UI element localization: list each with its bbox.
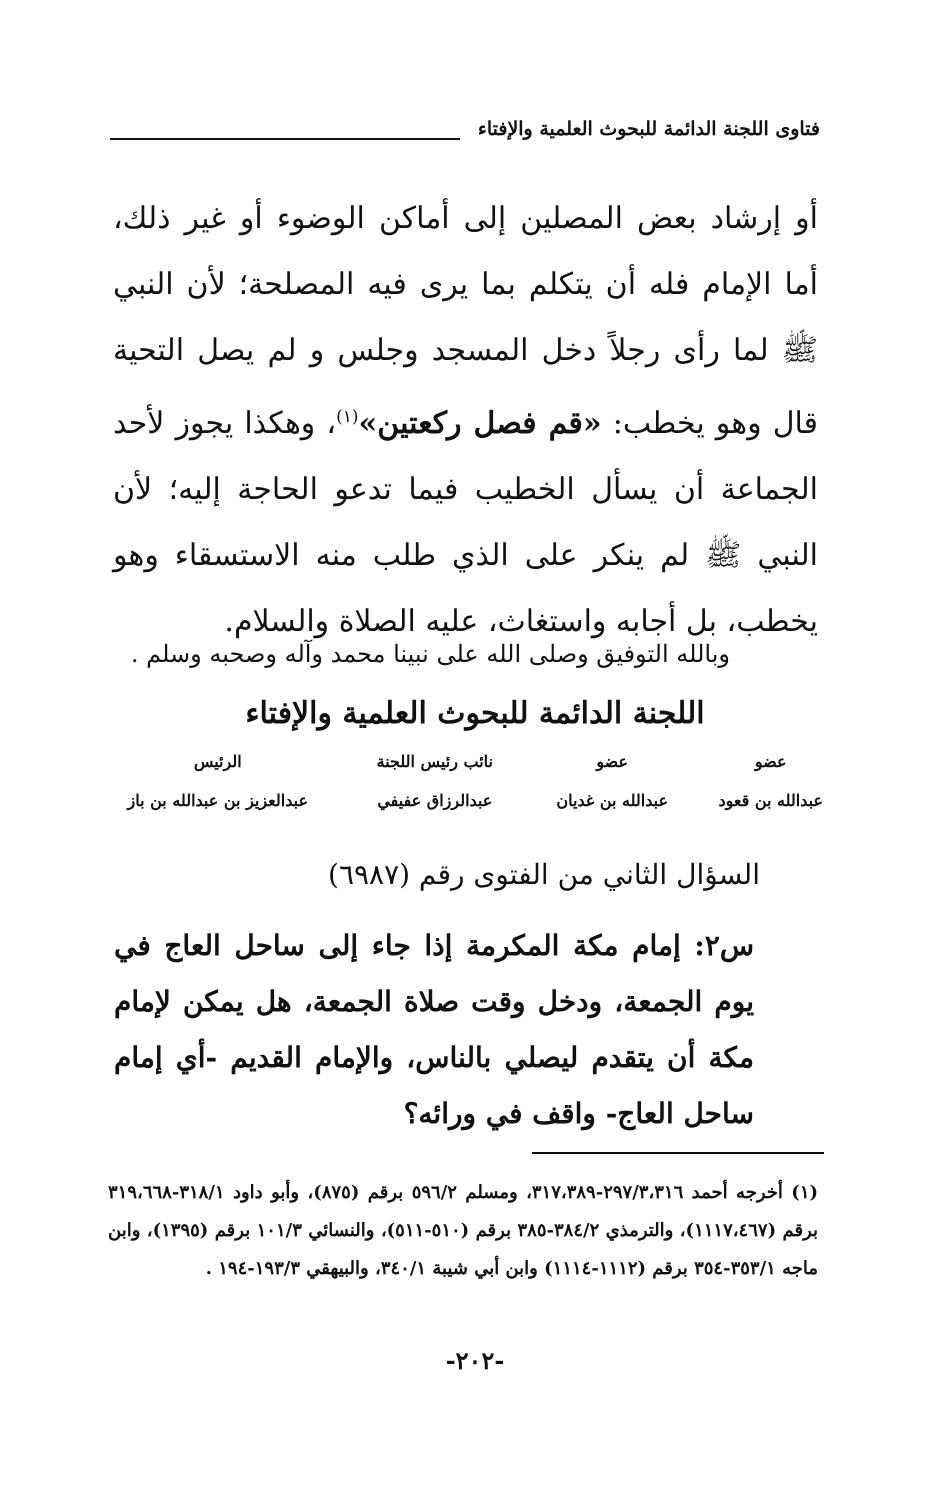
- page-number: -٢٠٢-: [445, 1346, 505, 1375]
- footnote-rule: [532, 1152, 824, 1154]
- footnote-reference: (١): [336, 407, 359, 427]
- member-name: عبدالرزاق عفيفي: [377, 791, 493, 810]
- member-name: عبدالله بن غديان: [556, 791, 668, 810]
- running-header: [110, 118, 820, 148]
- member-role: عضو: [596, 752, 629, 771]
- question-text: س٢: إمام مكة المكرمة إذا جاء إلى ساحل العاج في يوم الجمعة، ودخل وقت صلاة الجمعة، هل يمكن لإمام مكة أن يتقدم ليصلي بالناس، والإمام القديم -أي إمام ساحل العاج- واقف في ورائه؟: [114, 929, 754, 1130]
- header-title: فتاوى اللجنة الدائمة للبحوث العلمية والإفتاء: [477, 118, 820, 140]
- closing-line: وبالله التوفيق وصلى الله على نبينا محمد وآله وصحبه وسلم .: [130, 640, 730, 668]
- body-paragraph: [113, 186, 818, 655]
- hadith-quote: «قم فصل ركعتين»: [358, 406, 602, 441]
- member-role: عضو: [754, 752, 787, 771]
- footnote: (١) أخرجه أحمد ٢٩٧/٣،٣١٦-٣١٧،٣٨٩، ومسلم ٥٩٦/٢ برقم (٨٧٥)، وأبو داود ٣١٨/١-٣١٩،٦٦٨ برقم (١١١٧،٤٦٧)، والترمذي ٣٨٤/٢-٣٨٥ برقم (٥١٠-٥١١)، والنسائي ١٠١/٣ برقم (١٣٩٥)، وابن ماجه ٣٥٣/١-٣٥٤ برقم (١١١٢-١١١٤) وابن أبي شيبة ٣٤٠/١، والبيهقي ١٩٣/٣-١٩٤ .: [108, 1182, 819, 1279]
- member-role: نائب رئيس اللجنة: [376, 752, 493, 771]
- signature-member-2: [556, 752, 668, 810]
- member-name: عبدالله بن قعود: [718, 791, 823, 810]
- signature-member-1: [719, 752, 824, 810]
- body-text-before: أو إرشاد بعض المصلين إلى أماكن الوضوء أو غير ذلك، أما الإمام فله أن يتكلم بما يرى فيه المصلحة؛ لأن النبي ﷺ لما رأى رجلاً دخل المسجد وجلس و لم يصل التحية قال وهو يخطب:: [113, 201, 818, 441]
- header-rule: [110, 138, 460, 140]
- committee-title: اللجنة الدائمة للبحوث العلمية والإفتاء: [245, 696, 705, 731]
- member-name: عبدالعزيز بن عبدالله بن باز: [127, 791, 308, 810]
- member-role: الرئيس: [193, 752, 242, 771]
- signature-member-3: [377, 752, 493, 810]
- question-heading: السؤال الثاني من الفتوى رقم (٦٩٨٧): [328, 858, 760, 891]
- signature-member-4: [128, 752, 309, 810]
- body-text-after: ، وهكذا يجوز لأحد الجماعة أن يسأل الخطيب فيما تدعو الحاجة إليه؛ لأن النبي ﷺ لم ينكر على الذي طلب منه الاستسقاء وهو يخطب، بل أجابه واستغاث، عليه الصلاة والسلام.: [113, 406, 818, 639]
